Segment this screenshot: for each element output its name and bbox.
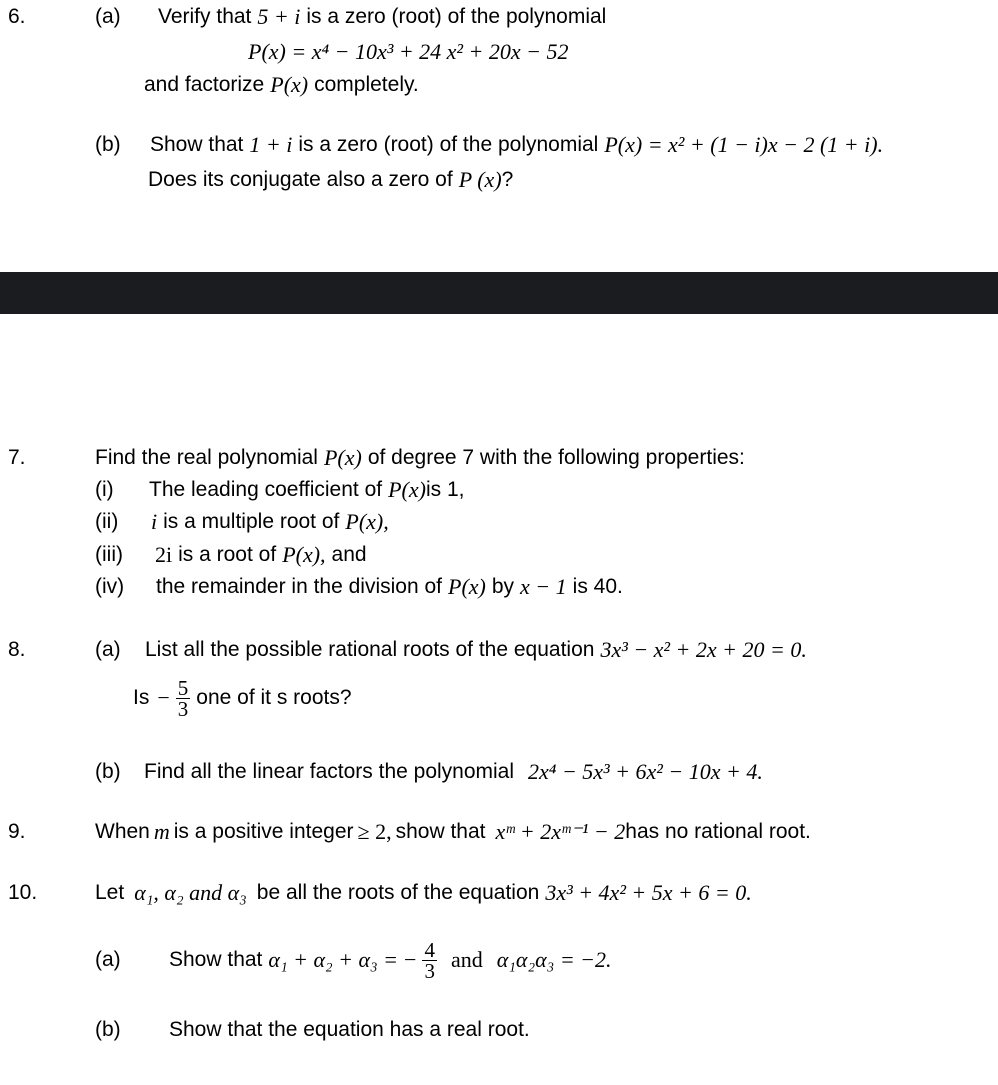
q7-item-text: The leading coefficient of — [149, 478, 383, 501]
q7-item-math: P(x) — [448, 574, 486, 599]
q10-line-a — [95, 935, 618, 985]
q8-line-a2 — [133, 673, 352, 723]
q10a-fraction — [422, 937, 437, 983]
q10b-text: Show that the equation has a real root. — [169, 1018, 530, 1041]
q10a-minus: − — [404, 947, 417, 972]
q7-item-math: P(x), — [282, 542, 326, 567]
q7-item-label: (i) — [95, 478, 114, 501]
q7-item-text: by — [491, 575, 515, 598]
redaction-bar — [0, 272, 998, 314]
q8-line-b — [95, 757, 769, 787]
q7-item — [95, 507, 395, 537]
q10-equation: 3x³ + 4x² + 5x + 6 = 0. — [545, 880, 752, 905]
q7-item-math: x − 1 — [520, 574, 567, 599]
q10-math: α₁, α₂ and α₃ — [134, 880, 247, 905]
q6a-text: and factorize — [144, 73, 265, 96]
q9-math: ≥ 2, — [357, 819, 392, 844]
q10-text: be all the roots of the equation — [256, 881, 540, 904]
q9-text: When — [95, 820, 150, 843]
q7-item-label: (iv) — [95, 575, 125, 598]
fraction-numerator: 4 — [424, 937, 435, 962]
q7-item-math: P(x), — [345, 509, 389, 534]
q6a-math: P(x) — [270, 72, 309, 97]
q8b-text: Find all the linear factors the polynomial — [144, 760, 515, 783]
q10-line-b — [95, 1015, 530, 1045]
q6b-text: is a zero (root) of the polynomial — [298, 133, 599, 156]
q7-number: 7. — [8, 446, 26, 469]
q8a-fraction — [176, 675, 191, 721]
q8b-label: (b) — [95, 760, 121, 783]
q9-math: m — [153, 819, 170, 844]
q7-item-text: is 1, — [425, 478, 465, 501]
q6-number: 6. — [8, 5, 26, 28]
q8a-text: Is — [133, 686, 150, 709]
q9-text: has no rational root. — [625, 820, 811, 843]
q6a-polynomial — [248, 37, 568, 67]
q6b-poly: P(x) = x² + (1 − i)x − 2 (1 + i). — [604, 132, 884, 157]
q7-item-text: is a multiple root of — [163, 510, 340, 533]
q6-line-a2 — [144, 70, 419, 100]
q7-item — [95, 475, 464, 505]
q7-item-label: (iii) — [95, 543, 123, 566]
q10b-label: (b) — [95, 1018, 121, 1041]
q6b-text: Show that — [150, 133, 244, 156]
q7-item-math: i — [151, 509, 158, 534]
q8-number: 8. — [8, 638, 26, 661]
q10a-math: α₁ + α₂ + α₃ = — [268, 947, 399, 972]
q6b-math: P (x) — [458, 167, 502, 192]
q6a-text: completely. — [314, 73, 419, 96]
q9-text: is a positive integer — [173, 820, 354, 843]
q7-line — [8, 443, 745, 473]
q8b-poly: 2x⁴ − 5x³ + 6x² − 10x + 4. — [528, 759, 763, 784]
q10a-label: (a) — [95, 948, 121, 971]
q6-line-b2 — [148, 165, 513, 195]
q6b-text: Does its conjugate also a zero of — [148, 168, 453, 191]
q7-item — [95, 572, 623, 602]
fraction-denominator: 3 — [177, 696, 189, 721]
q9-line — [8, 817, 811, 847]
q6b-label: (b) — [95, 133, 121, 156]
q8a-label: (a) — [95, 638, 121, 661]
q6a-math: 5 + i — [257, 4, 301, 29]
fraction-numerator: 5 — [177, 675, 189, 700]
q7-item-text: is 40. — [572, 575, 623, 598]
q6-line-a — [8, 2, 606, 32]
q9-number: 9. — [8, 820, 26, 843]
q9-math: xᵐ + 2xᵐ⁻¹ − 2 — [495, 819, 626, 844]
q10-line — [8, 878, 758, 908]
q8a-text: List all the possible rational roots of the equation — [145, 638, 595, 661]
q8a-text: one of it s roots? — [196, 686, 352, 709]
q7-math: P(x) — [323, 445, 362, 470]
q6a-text: Verify that — [158, 5, 252, 28]
q10a-math: α₁α₂α₃ = −2. — [496, 947, 612, 972]
q10-text: Let — [95, 881, 125, 904]
q6a-text: is a zero (root) of the polynomial — [306, 5, 607, 28]
q6a-poly: P(x) = x⁴ − 10x³ + 24 x² + 20x − 52 — [248, 39, 569, 64]
q10a-text: Show that — [169, 948, 263, 971]
fraction-denominator: 3 — [424, 958, 435, 983]
q8-line-a — [8, 635, 813, 665]
q7-item-math: 2i — [155, 542, 173, 567]
q7-text: Find the real polynomial — [95, 446, 318, 469]
q8a-equation: 3x³ − x² + 2x + 20 = 0. — [600, 637, 807, 662]
q7-item-math: P(x) — [388, 477, 426, 502]
q7-item-label: (ii) — [95, 510, 119, 533]
q8a-minus: − — [157, 685, 170, 710]
q7-item — [95, 540, 367, 570]
q9-text: show that — [395, 820, 486, 843]
q10a-and: and — [450, 947, 483, 972]
q6a-label: (a) — [95, 5, 121, 28]
q6b-math: 1 + i — [249, 132, 293, 157]
q10-number: 10. — [8, 881, 38, 904]
q6b-text: ? — [501, 168, 514, 191]
q7-item-text: the remainder in the division of — [156, 575, 442, 598]
q7-item-text: and — [331, 543, 367, 566]
q6-line-b — [95, 130, 889, 160]
q7-text: of degree 7 with the following properties: — [367, 446, 745, 469]
q7-item-text: is a root of — [178, 543, 277, 566]
